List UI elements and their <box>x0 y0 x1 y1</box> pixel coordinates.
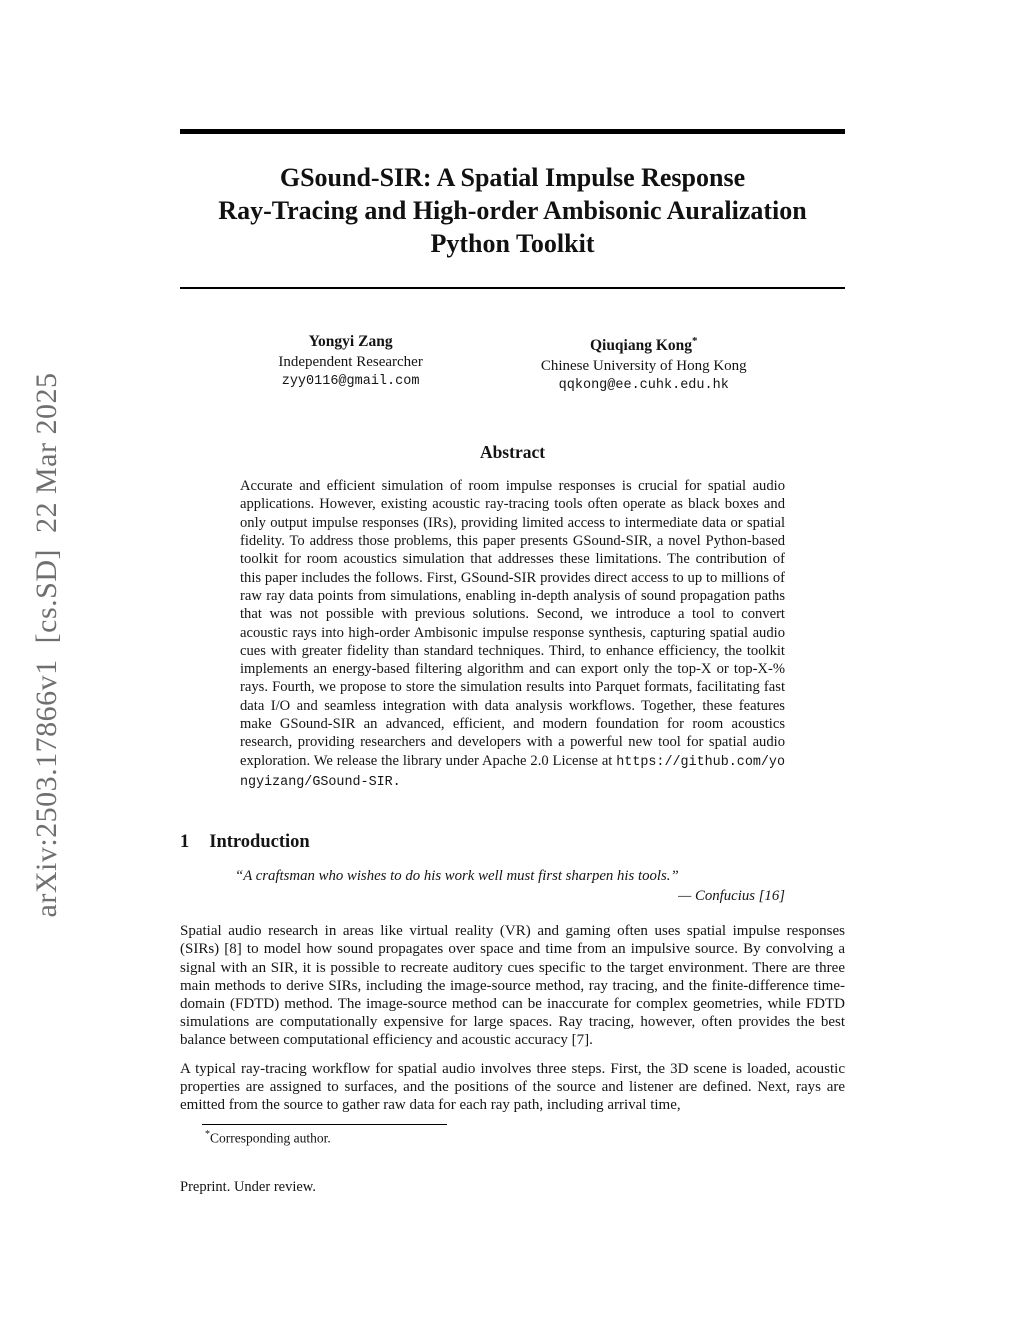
author-block-1 <box>278 331 423 396</box>
body-paragraph-1: Spatial audio research in areas like virtual reality (VR) and gaming often uses spatial impulse responses (SIRs) [8] to model how sound propagates over space and time from an impulsive source. By convolving a signal with an SIR, it is possible to recreate auditory cues specific to the target environment. There are three main methods to derive SIRs, including the image-source method, ray tracing, and the finite-difference time-domain (FDTD) method. The image-source method can be inaccurate for complex geometries, while FDTD simulations are computationally expensive for large spaces. Ray tracing, however, often provides the best balance between computational efficiency and acoustic accuracy [7]. <box>180 923 845 1049</box>
author-email: zyy0116@gmail.com <box>281 374 420 389</box>
author-affiliation: Chinese University of Hong Kong <box>540 358 747 375</box>
author-block-2 <box>541 331 747 396</box>
corresponding-author-mark: * <box>692 335 698 347</box>
epigraph-attribution: — Confucius [16] <box>678 888 785 905</box>
abstract-text <box>240 477 785 792</box>
footnote-text: Corresponding author. <box>210 1130 331 1146</box>
horizontal-rule-thin <box>180 287 845 289</box>
footnote-mark: * <box>205 1129 210 1141</box>
author-name: Yongyi Zang <box>308 333 393 350</box>
author-email: qqkong@ee.cuhk.edu.hk <box>558 378 729 394</box>
footnote-rule <box>202 1124 447 1125</box>
horizontal-rule-thick <box>180 129 845 134</box>
section-title: Introduction <box>209 832 310 853</box>
paper-title <box>180 161 845 260</box>
paper-title-line-2: Ray-Tracing and High-order Ambisonic Auralization <box>218 196 807 225</box>
paper-title-line-1: GSound-SIR: A Spatial Impulse Response <box>279 163 746 192</box>
preprint-notice: Preprint. Under review. <box>180 1178 316 1195</box>
github-link[interactable]: https://github.com/yongyizang/GSound-SIR. <box>240 754 785 790</box>
section-heading-introduction <box>180 832 845 853</box>
footnote-corresponding-author <box>205 1129 845 1147</box>
abstract-heading: Abstract <box>479 442 546 463</box>
paper-content <box>180 0 845 1196</box>
arxiv-watermark: arXiv:2503.17866v1 [cs.SD] 22 Mar 2025 <box>30 372 63 918</box>
author-affiliation: Independent Researcher <box>278 354 423 370</box>
author-name: Qiuqiang Kong* <box>589 335 698 355</box>
author-section <box>180 331 845 396</box>
abstract-body-text: Accurate and efficient simulation of room impulse responses is crucial for spatial audio applications. However, existing acoustic ray-tracing tools often operate as black boxes and only output impulse responses (IRs), providing limited access to intermediate data or spatial fidelity. To address those problems, this paper presents GSound-SIR, a novel Python-based toolkit for room acoustics simulation that addresses these limitations. The contribution of this paper includes the follows. First, GSound-SIR provides direct access to up to millions of raw ray data points from simulations, enabling in-depth analysis of sound propagation paths that was not possible with previous solutions. Second, we introduce a tool to convert acoustic rays into high-order Ambisonic impulse response synthesis, capturing spatial audio cues with greater fidelity than standard techniques. Third, to enhance efficiency, the toolkit implements an energy-based filtering algorithm and can export only the top-X or top-X-% rays. Fourth, we propose to store the simulation results into Parquet formats, facilitating fast data I/O and seamless integration with data analysis workflows. Together, these features make GSound-SIR an advanced, efficient, and modern foundation for room acoustics research, providing researchers and developers with a powerful new tool for spatial audio exploration. We release the library under Apache 2.0 License at <box>240 478 785 769</box>
paper-title-line-3: Python Toolkit <box>430 229 595 258</box>
epigraph-quote: “A craftsman who wishes to do his work well must first sharpen his tools.” <box>235 868 679 885</box>
body-paragraph-2: A typical ray-tracing workflow for spatial audio involves three steps. First, the 3D scene is loaded, acoustic properties are assigned to surfaces, and the positions of the source and listener are defined. Next, rays are emitted from the source to gather raw data for each ray path, including arrival time, <box>180 1060 845 1114</box>
section-number: 1 <box>180 832 190 853</box>
